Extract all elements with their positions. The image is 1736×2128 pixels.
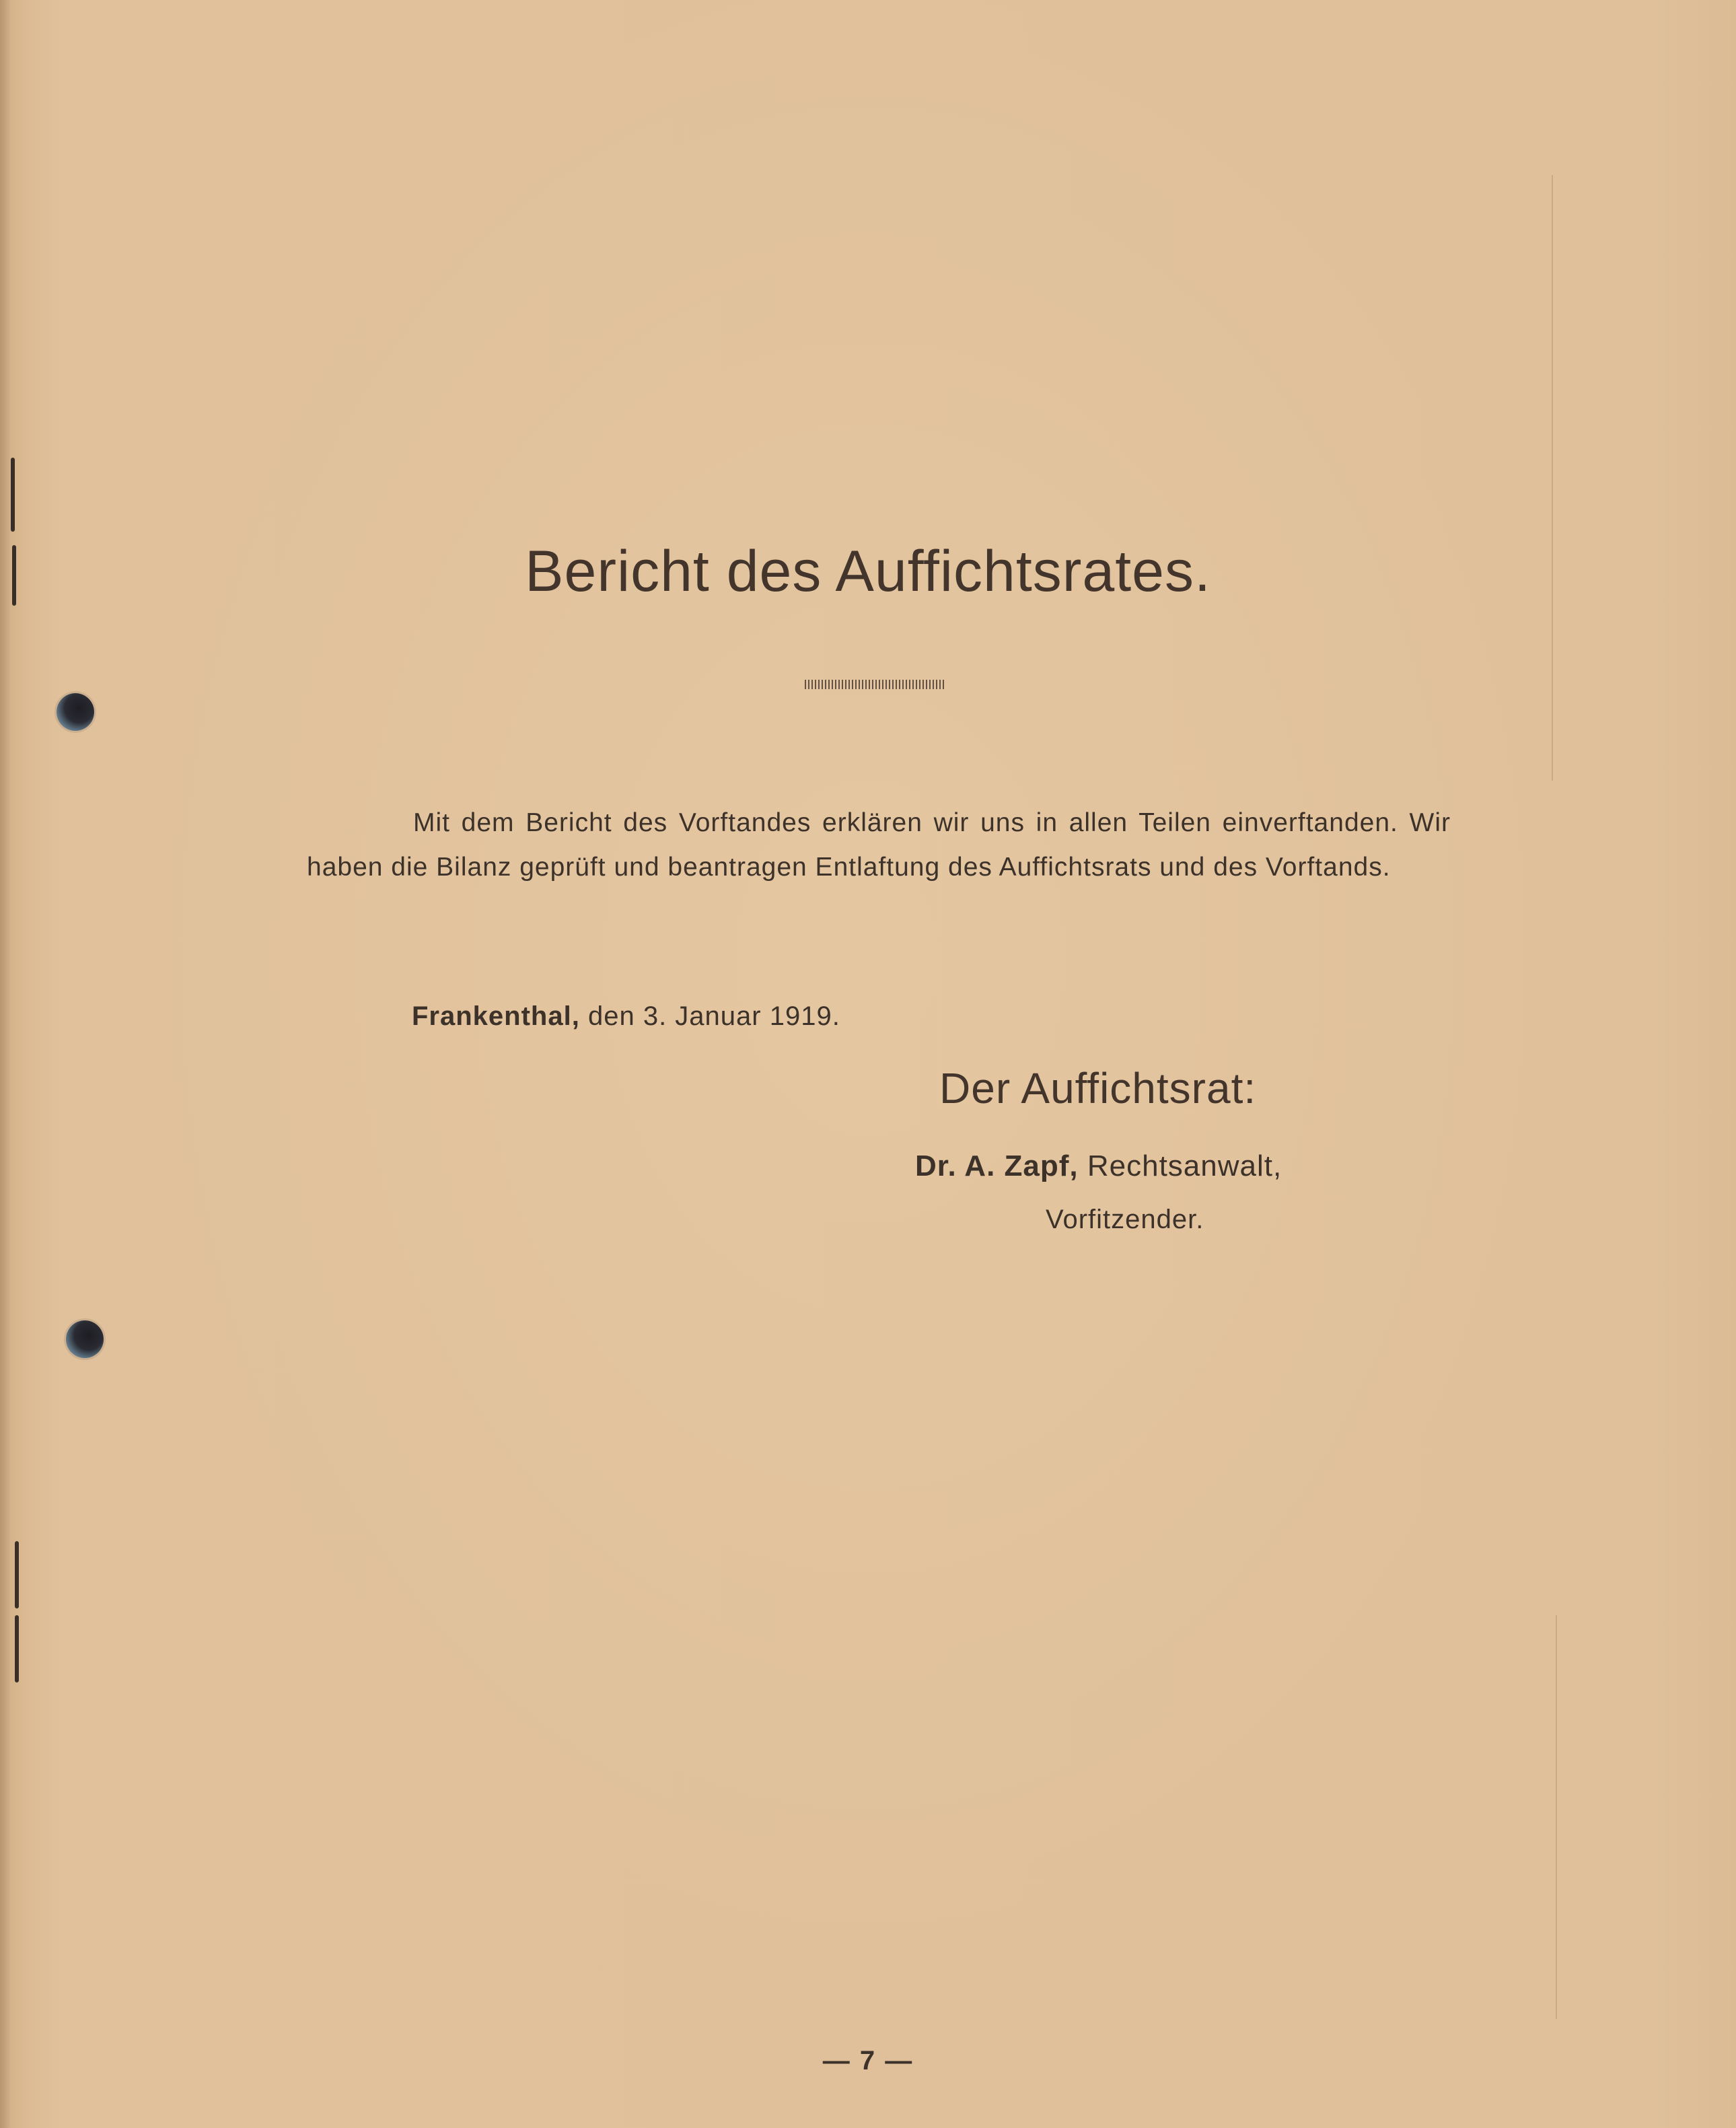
punch-hole: [57, 693, 94, 731]
report-body: Mit dem Bericht des Vorftandes erklären wir uns in allen Teilen einverftanden. Wir haben die Bilanz geprüft und beantragen Entlaftung des Auffichtsrats und des Vorftands.: [307, 808, 1451, 882]
dateline-place: Frankenthal,: [412, 1001, 580, 1031]
dateline: [412, 1001, 840, 1032]
signer-profession: Rechtsanwalt,: [1087, 1149, 1282, 1182]
dateline-date: den 3. Januar 1919.: [587, 1001, 840, 1031]
signer-line: [915, 1149, 1282, 1183]
paper-crease: [1556, 1615, 1557, 2019]
signer-name: Dr. A. Zapf,: [915, 1149, 1079, 1182]
page-number: — 7 —: [822, 2046, 914, 2076]
page-binding-edge: [0, 0, 11, 2128]
staple-mark: [15, 1541, 19, 1608]
board-title: Der Auffichtsrat:: [939, 1064, 1257, 1112]
staple-mark: [15, 1615, 19, 1682]
signer-role: Vorfitzender.: [1046, 1205, 1204, 1234]
page-title: Bericht des Auffichtsrates.: [525, 539, 1211, 604]
paper-crease: [1552, 175, 1553, 781]
staple-mark: [11, 458, 15, 532]
punch-hole: [66, 1320, 104, 1358]
ornament-rule: [805, 680, 946, 689]
